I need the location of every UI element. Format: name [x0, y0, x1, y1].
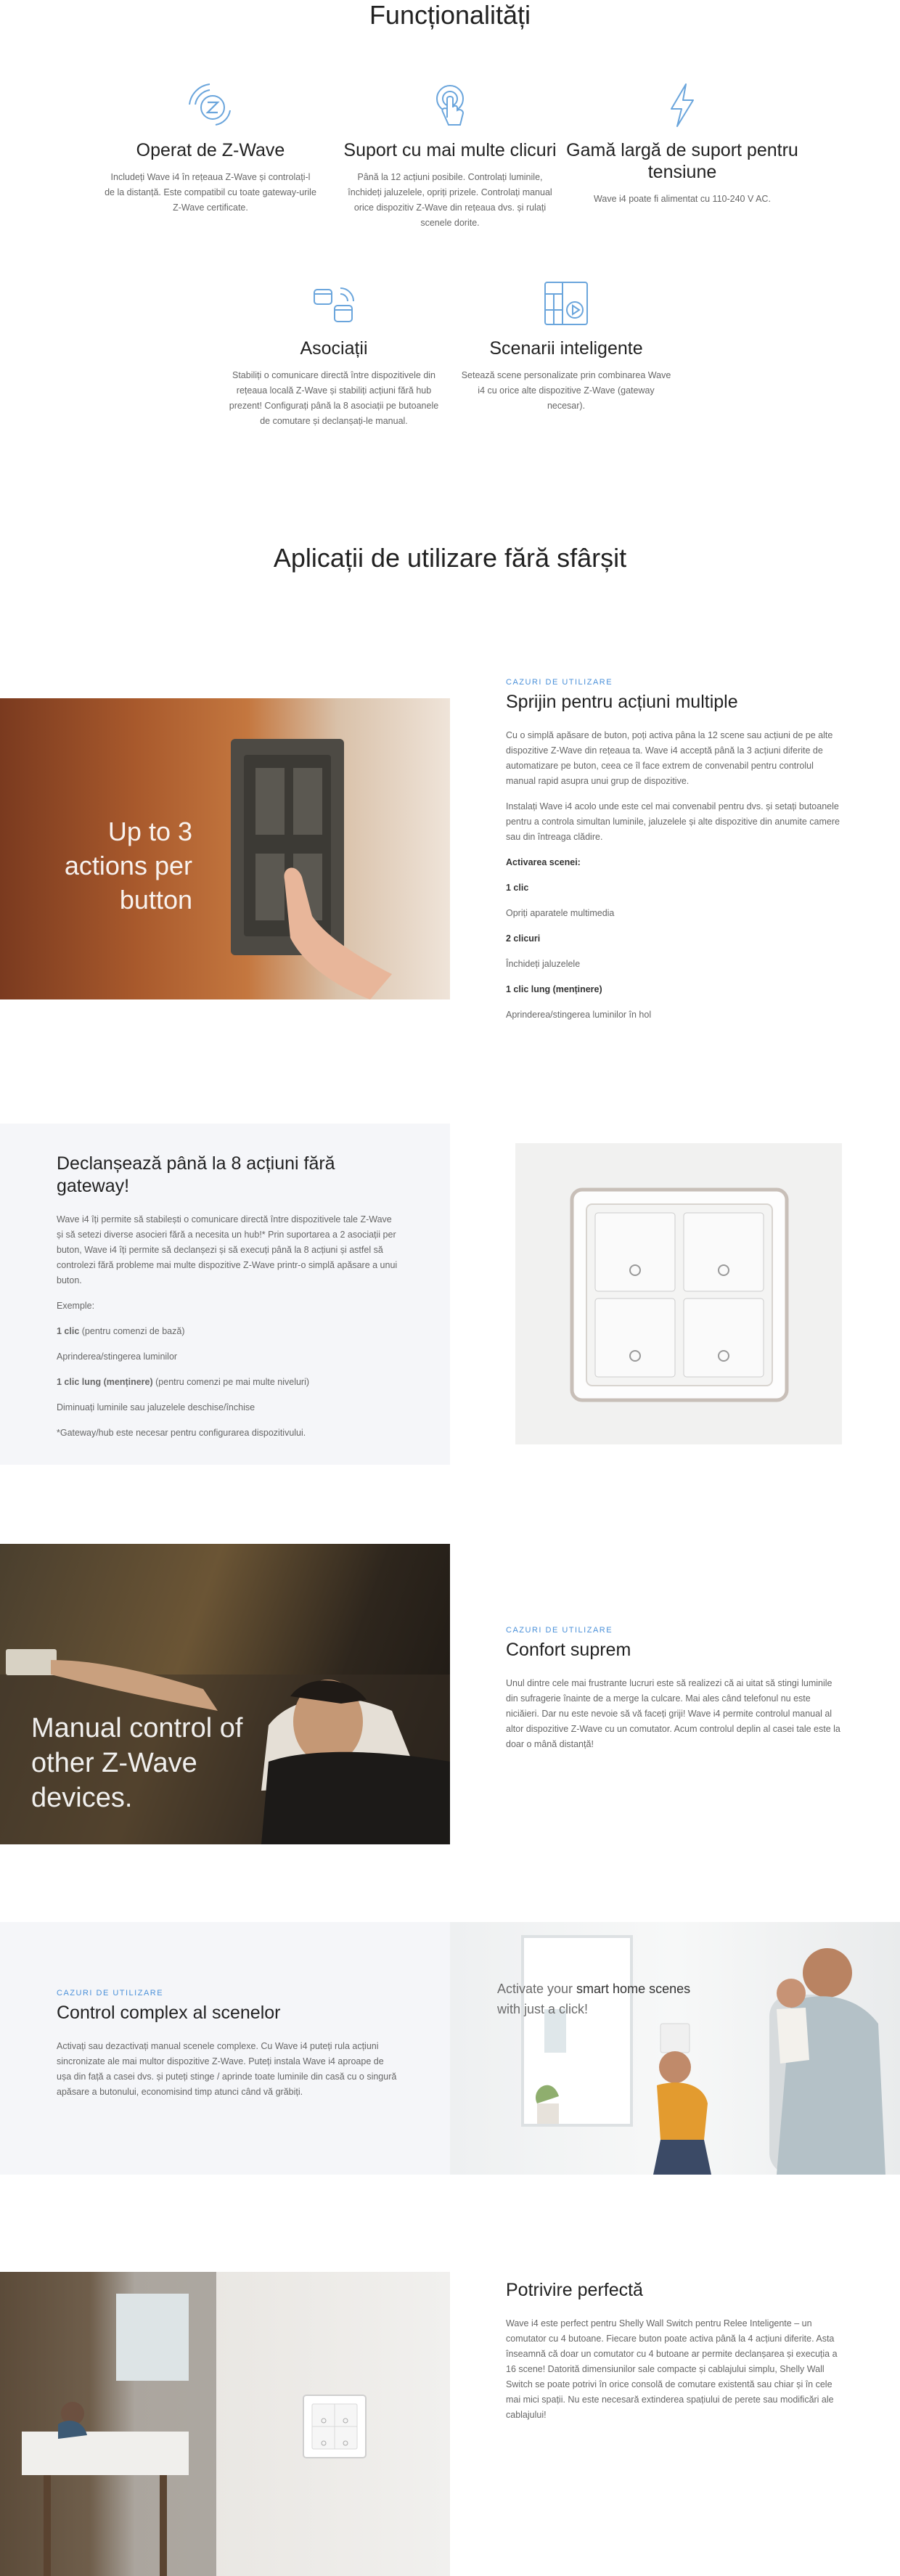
- hold-suffix: (pentru comenzi pe mai multe niveluri): [152, 1377, 310, 1387]
- eight-actions-text: [57, 1153, 398, 1451]
- paragraph: Activați sau dezactivați manual scenele complexe. Cu Wave i4 puteți rula acțiuni sincronizate ale mai multor dispozitive Z-Wave. Puteți instala Wave i4 aproape de ușa din față a casei dvs. și puteți stinge / aprinde toate luminile din casă cu o singură apăsare a butonului, economisind timp atunci când vă grăbiți.: [57, 2041, 397, 2097]
- feature-multi-click: [334, 81, 566, 231]
- paragraph: Instalați Wave i4 acolo unde este cel mai convenabil pentru dvs. și setați butoanele pentru a controla simultan luminile, jaluzelele și alte dispozitive din anumite camere sau din întreaga clădire.: [506, 801, 840, 842]
- multi-actions-title: Sprijin pentru acțiuni multiple: [506, 692, 738, 712]
- use-case-kicker: CAZURI DE UTILIZARE: [57, 1989, 164, 1998]
- click2-text: Închideți jaluzelele: [506, 959, 581, 969]
- eight-actions-title: Declanșează până la 8 acțiuni fără gateway!: [57, 1153, 335, 1196]
- paragraph: Wave i4 îți permite să stabilești o comunicare directă între dispozitivele tale Z-Wave și să setezi diverse asocieri fără a necesita un hub!* Prin suportarea a 2 asociații per buton, Wave i4 îți permite să declanșezi și să execuți până la 8 acțiuni și astfel să controlezi fără probleme mai multe dispozitive Z-Wave printr-o simplă apăsare a unui buton.: [57, 1214, 398, 1285]
- z-wave-icon: [185, 81, 236, 129]
- perfect-fit-text: [506, 2279, 841, 2433]
- hold-text: Aprinderea/stingerea luminilor în hol: [506, 1010, 652, 1020]
- hold-label: 1 clic lung (menținere): [506, 984, 602, 994]
- feature-title: Operat de Z-Wave: [136, 140, 285, 160]
- lightning-icon: [664, 81, 700, 129]
- perfect-fit-title: Potrivire perfectă: [506, 2280, 643, 2300]
- applications-title: Aplicații de utilizare fără sfârșit: [273, 543, 627, 573]
- feature-text: Setează scene personalizate prin combinarea Wave i4 cu orice alte dispozitive Z-Wave (gateway necesar).: [461, 370, 671, 411]
- hold-label: 1 clic lung (menținere): [57, 1377, 153, 1387]
- white-switch-illustration: [515, 1143, 842, 1444]
- feature-text: Stabiliți o comunicare directă între dispozitivele din rețeaua locală Z-Wave și stabiliți acțiuni fără hub prezent! Configurați până la 8 asociații pe butoanele de comutare și declanșați-le manual.: [229, 370, 439, 426]
- scenes-text: [57, 1989, 398, 2110]
- overlay-pre: Activate your: [497, 1982, 577, 1996]
- hold-text: Diminuați luminile sau jaluzelele deschise/închise: [57, 1402, 255, 1412]
- feature-z-wave: [94, 81, 327, 216]
- perfect-fit-photo: [0, 2272, 450, 2576]
- click1-label: 1 clic: [506, 883, 529, 893]
- room-illustration: [0, 2272, 450, 2576]
- scenes-overlay: [497, 1979, 737, 2019]
- feature-title: Asociații: [300, 338, 368, 359]
- feature-associations: [218, 279, 450, 429]
- paragraph: Unul dintre cele mai frustrante lucruri este să realizezi că ai uitat să stingi luminile din sufragerie înainte de a merge la culcare. Mai ales când telefonul nu este niciăieri. Dar nu este nevoie să vă faceți griji! Wave i4 permite controlul manual al altor dispozitive Z-Wave cu un comutator. Acum controlul deplin al casei tale este la doar o mână distanță!: [506, 1678, 840, 1749]
- feature-text: Până la 12 acțiuni posibile. Controlați luminile, închideți jaluzelele, opriți prizele. Controlați manual orice dispozitiv Z-Wave din rețeaua dvs. și rulați scenele dorite.: [348, 172, 552, 228]
- click1-suffix: (pentru comenzi de bază): [79, 1326, 185, 1336]
- click1-text: Opriți aparatele multimedia: [506, 908, 615, 918]
- devices-icon: [308, 279, 359, 327]
- feature-scenes: [450, 279, 682, 414]
- family-photo: [450, 1922, 900, 2175]
- feature-text: Includeți Wave i4 în rețeaua Z-Wave și controlați-l de la distanță. Este compatibil cu toate gateway-urile Z-Wave certificate.: [105, 172, 316, 213]
- click2-label: 2 clicuri: [506, 933, 541, 944]
- family-illustration: [450, 1922, 900, 2175]
- feature-title: Scenarii inteligente: [489, 338, 643, 359]
- features-title: Funcționalități: [369, 0, 531, 30]
- multi-actions-text: [506, 678, 841, 1033]
- feature-title: Suport cu mai multe clicuri: [343, 140, 557, 160]
- multi-actions-overlay: Up to 3 actions per button: [64, 817, 192, 915]
- touch-icon: [428, 81, 472, 129]
- overlay-bold: smart home scenes: [576, 1982, 691, 1996]
- activation-label: Activarea scenei:: [506, 857, 581, 867]
- comfort-photo: [0, 1544, 450, 1844]
- paragraph: Cu o simplă apăsare de buton, poți activa pâna la 12 scene sau acțiuni de pe alte dispozitive Z-Wave din rețeaua ta. Wave i4 acceptă până la 3 acțiuni diferite de automatizare pe buton, ceea ce îl face extrem de convenabil pentru controlul manual rapid asupra unui grup de dispozitive.: [506, 730, 833, 786]
- scenes-title: Control complex al scenelor: [57, 2003, 281, 2023]
- feature-text: Wave i4 poate fi alimentat cu 110-240 V AC.: [594, 194, 771, 204]
- paragraph: Wave i4 este perfect pentru Shelly Wall Switch pentru Relee Inteligente – un comutator cu 4 butoane. Fiecare buton poate activa până la 4 acțiuni diferite. Asta înseamnă că doar un comutator cu 4 butoane ar permite declanșarea și execuția a 16 scene! Datorită dimensiunilor sale compacte și cablajului simplu, Shelly Wall Switch se poate potrivi în orice consolă de comutare existentă sau chiar și în cele mai mici spații. Nu este necesară extinderea spațiului de perete sau modificări ale cablajului!: [506, 2318, 838, 2420]
- comfort-text: [506, 1626, 841, 1762]
- use-case-kicker: CAZURI DE UTILIZARE: [506, 1626, 613, 1635]
- feature-voltage: [566, 81, 798, 207]
- note: *Gateway/hub este necesar pentru configurarea dispozitivului.: [57, 1428, 306, 1438]
- overlay-post: with just a click!: [497, 2002, 589, 2016]
- switch-product-photo: [515, 1143, 842, 1444]
- comfort-overlay: Manual control of other Z-Wave devices.: [31, 1713, 243, 1813]
- examples-label: Exemple:: [57, 1301, 95, 1311]
- scenes-icon: [541, 279, 592, 327]
- click1-label: 1 clic: [57, 1326, 80, 1336]
- feature-title: Gamă largă de suport pentru tensiune: [566, 140, 798, 182]
- comfort-title: Confort suprem: [506, 1640, 631, 1660]
- multi-actions-photo: [0, 698, 450, 999]
- click1-text: Aprinderea/stingerea luminilor: [57, 1352, 178, 1362]
- use-case-kicker: CAZURI DE UTILIZARE: [506, 678, 613, 687]
